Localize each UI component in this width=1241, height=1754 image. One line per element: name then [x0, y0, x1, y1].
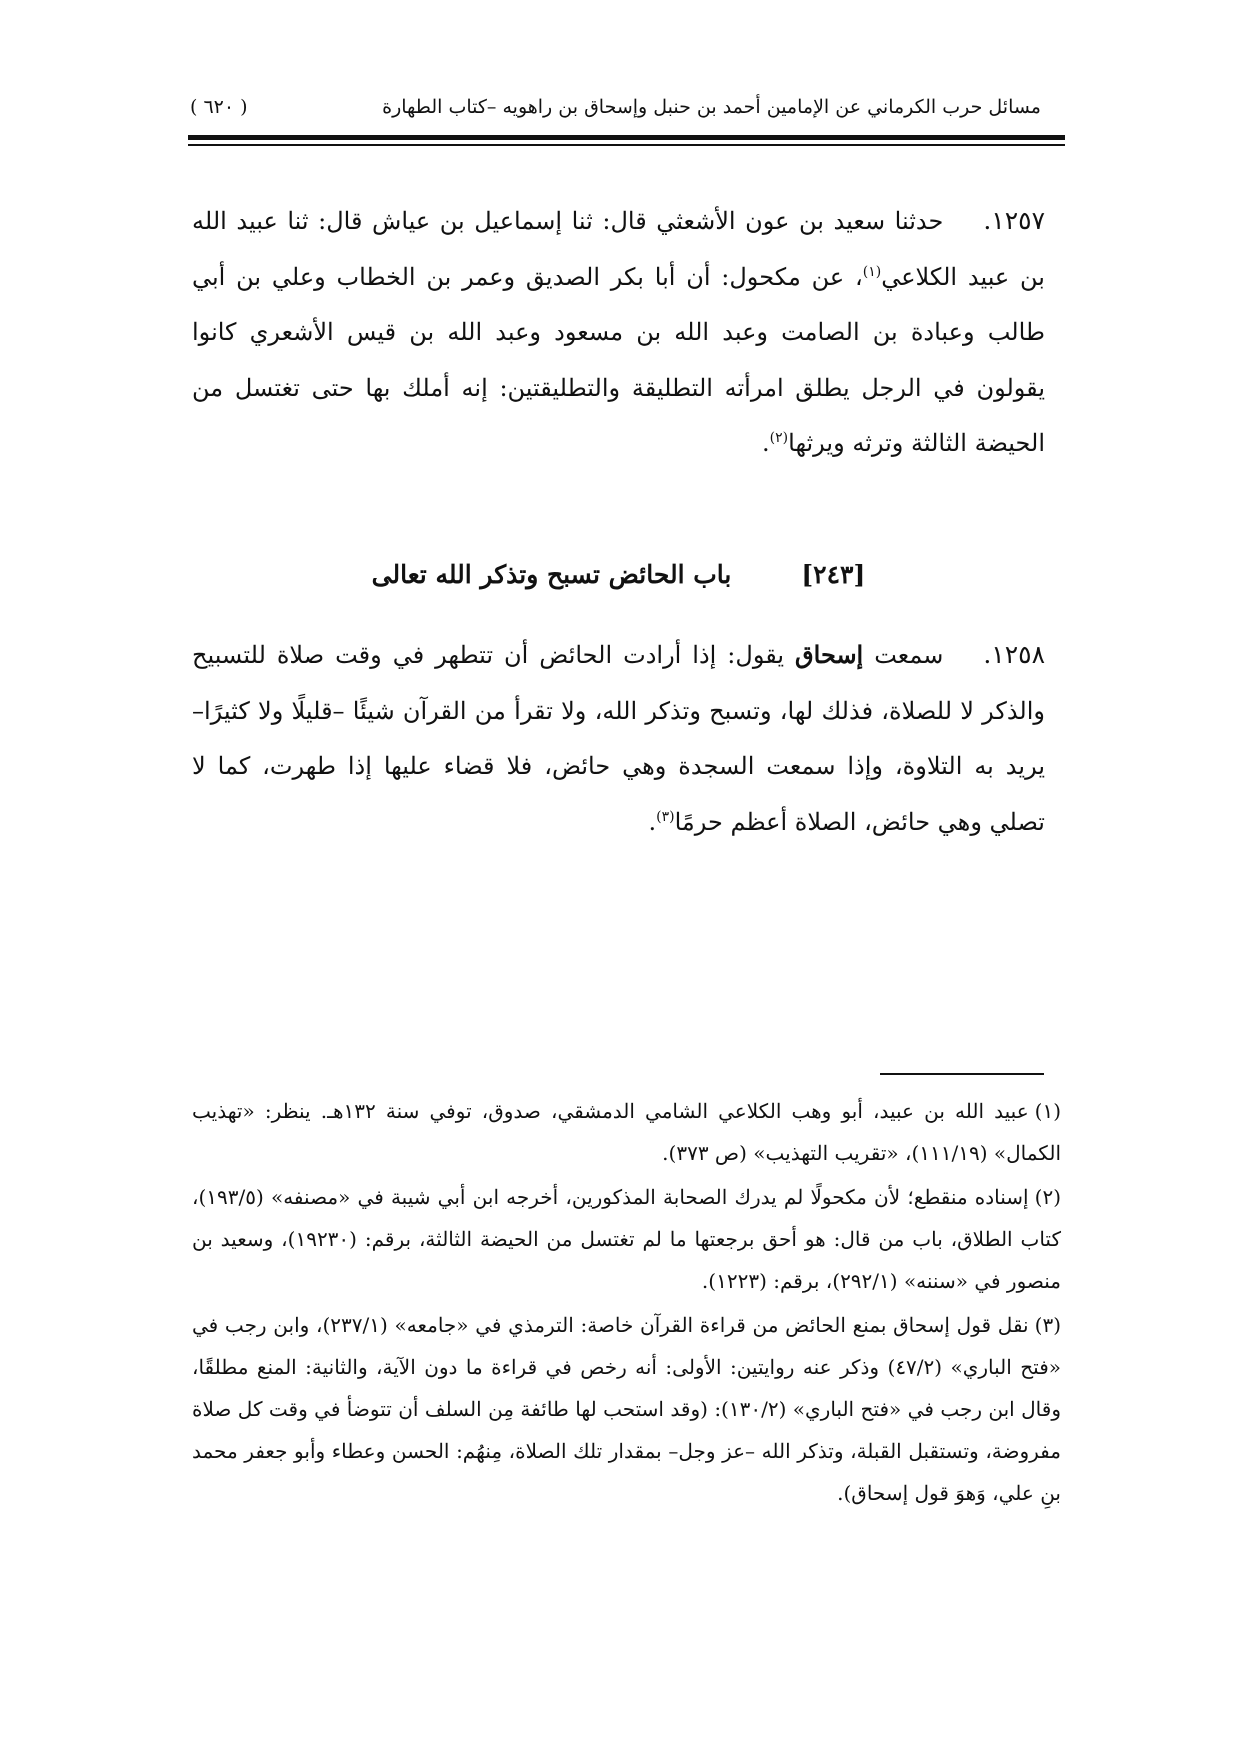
paragraph-1257: [192, 193, 1045, 472]
footnote-ref[interactable]: (٣): [656, 808, 675, 825]
footnote-marker: (٣): [1034, 1313, 1062, 1337]
footnote-marker: (٢): [1034, 1185, 1061, 1209]
header-rule-thick: [188, 135, 1065, 140]
hadith-text: .: [762, 429, 770, 457]
hadith-text: يقول: إذا أرادت الحائض أن تتطهر في وقت صلاة للتسبيح والذكر لا للصلاة، فذلك لها، وتسبح وتذكر الله، ولا تقرأ من القرآن شيئًا –قليلًا ولا كثيرًا– يريد به التلاوة، وإذا سمعت السجدة وهي حائض، فلا قضاء عليها إذا طهرت، كما لا تصلي وهي حائض، الصلاة أعظم حرمًا: [192, 641, 1045, 836]
footnote-1: [192, 1090, 1061, 1174]
footnote-marker: (١): [1034, 1099, 1062, 1123]
footnote-text: نقل قول إسحاق بمنع الحائض من قراءة القرآن خاصة: الترمذي في «جامعه» (٢٣٧/١)، وابن رجب في «فتح الباري» (٤٧/٢) وذكر عنه روايتين: الأولى: أنه رخص في قراءة ما دون الآية، والثانية: المنع مطلقًا، وقال ابن رجب في «فتح الباري» (١٣٠/٢): (وقد استحب لها طائفة مِن السلف أن تتوضأ في وقت كل صلاة مفروضة، وتستقبل القبلة، وتذكر الله –عز وجل– بمقدار تلك الصلاة، مِنهُم: الحسن وعطاء وأبو جعفر محمد بنِ علي، وَهوَ قول إسحاق).: [192, 1313, 1061, 1505]
hadith-text: حدثنا سعيد بن عون الأشعثي قال: ثنا إسماعيل بن عياش قال: ثنا عبيد الله بن عبيد الكلاعي: [192, 207, 1045, 291]
footnote-text: إسناده منقطع؛ لأن مكحولًا لم يدرك الصحابة المذكورين، أخرجه ابن أبي شيبة في «مصنفه» (١٩٣/٥)، كتاب الطلاق، باب من قال: هو أحق برجعتها ما لم تغتسل من الحيضة الثالثة، برقم: (١٩٢٣٠)، وسعيد بن منصور في «سننه» (٢٩٢/١)، برقم: (١٢٢٣).: [192, 1185, 1061, 1293]
chapter-heading: [192, 560, 1045, 589]
footnote-ref[interactable]: (١): [862, 263, 882, 280]
running-header: [190, 90, 1041, 124]
hadith-text: .: [648, 807, 657, 836]
header-rule-thin: [188, 144, 1065, 146]
paragraph-1258: [192, 627, 1045, 850]
footnote-ref[interactable]: (٢): [769, 430, 789, 446]
footnote-2: [192, 1176, 1061, 1302]
chapter-title: باب الحائض تسبح وتذكر الله تعالى: [371, 560, 732, 589]
footnote-text: عبيد الله بن عبيد، أبو وهب الكلاعي الشامي الدمشقي، صدوق، توفي سنة ١٣٢هـ. ينظر: «تهذيب الكمال» (١١١/١٩)، «تقريب التهذيب» (ص ٣٧٣).: [192, 1099, 1061, 1165]
chapter-number: [٢٤٣]: [801, 560, 866, 589]
footnote-separator: [880, 1073, 1044, 1075]
hadith-text: سمعت: [863, 641, 944, 669]
hadith-number: ١٢٥٨.: [983, 640, 1045, 669]
hadith-number: ١٢٥٧.: [983, 206, 1045, 235]
header-title: مسائل حرب الكرماني عن الإمامين أحمد بن حنبل وإسحاق بن راهويه –كتاب الطهارة: [382, 96, 1041, 118]
footnotes: [192, 1090, 1061, 1516]
hadith-text: ، عن مكحول: أن أبا بكر الصديق وعمر بن الخطاب وعلي بن أبي طالب وعبادة بن الصامت وعبد الله بن مسعود وعبد الله بن قيس الأشعري كانوا يقولون في الرجل يطلق امرأته التطليقة والتطليقتين: إنه أملك بها حتى تغتسل من الحيضة الثالثة وترثه ويرثها: [192, 262, 1045, 457]
page-number: ( ٦٢٠ ): [190, 96, 248, 118]
narrator-name: إسحاق: [795, 640, 864, 669]
footnote-3: [192, 1304, 1061, 1514]
